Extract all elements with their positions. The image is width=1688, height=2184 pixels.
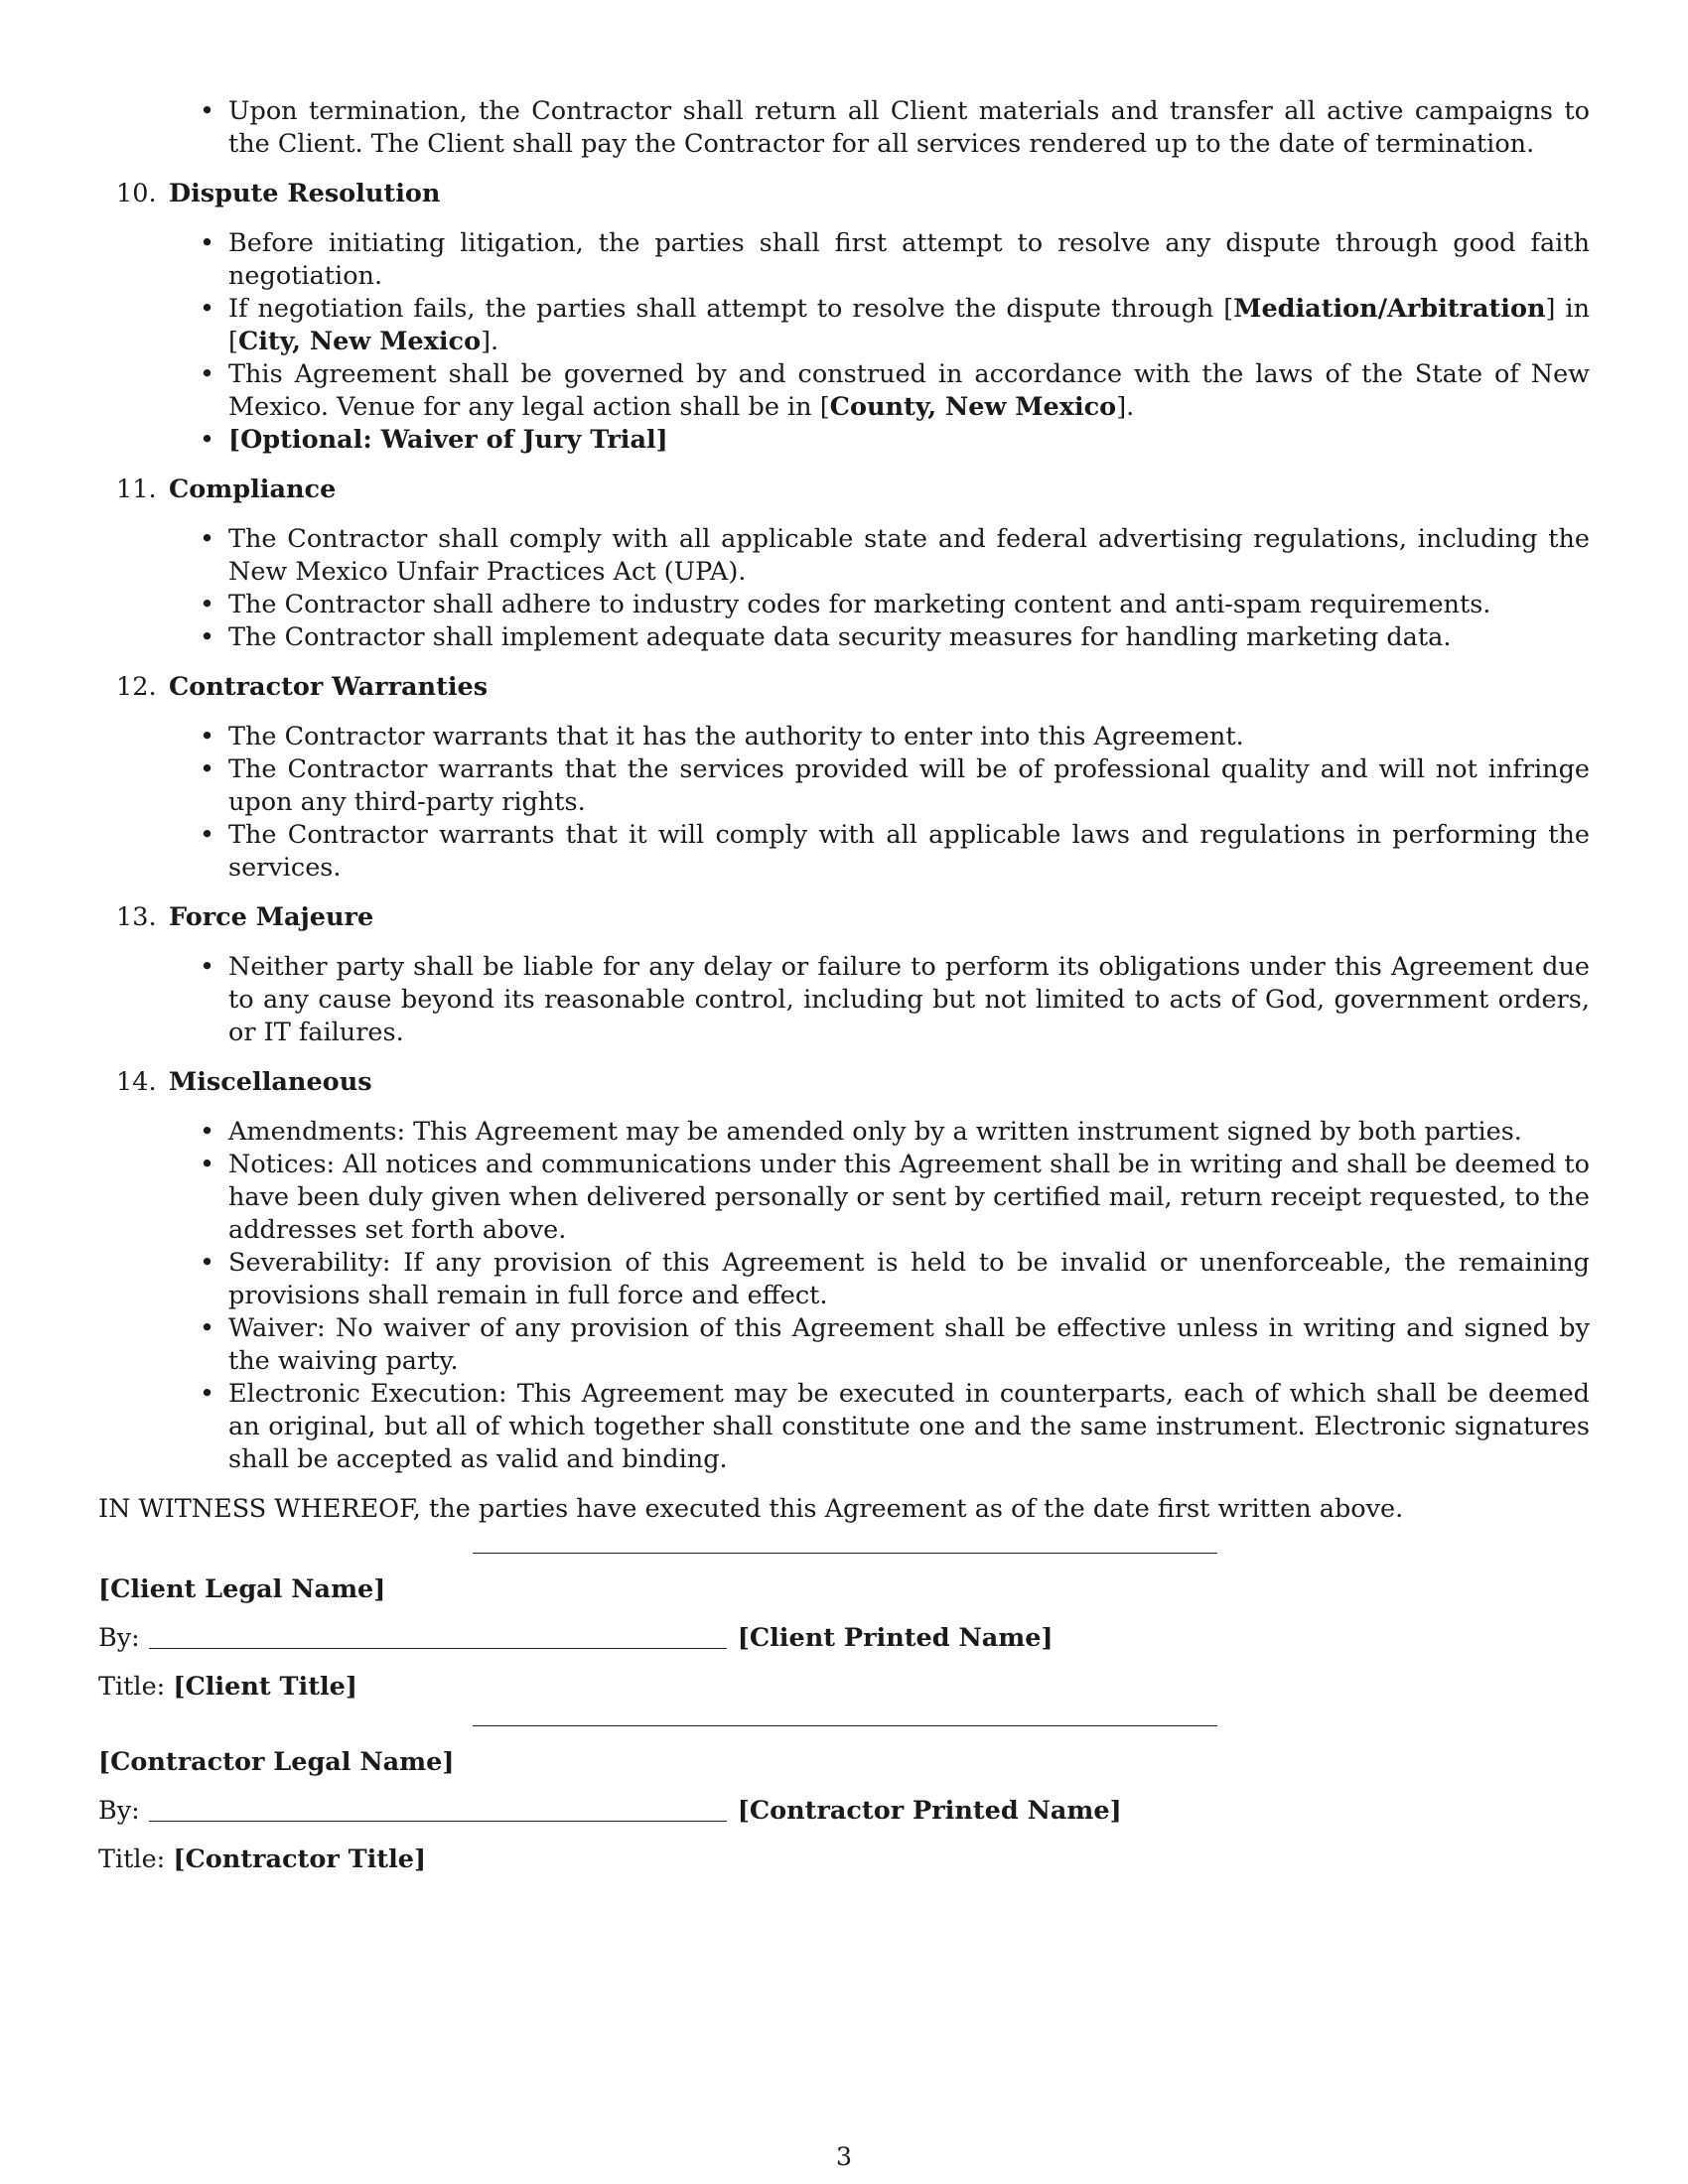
client-signature-blank bbox=[149, 1648, 727, 1649]
bracket: [ bbox=[173, 1844, 186, 1874]
list-item bbox=[228, 293, 1590, 358]
list-item: • Notices: All notices and communications under this Agreement shall be in writing and shall be deemed to have been duly given when delivered personally or sent by certified mail, return receipt requested, to the addresses set forth above. bbox=[228, 1149, 1590, 1247]
by-label: By: bbox=[98, 1623, 140, 1653]
bracket: ] bbox=[442, 1747, 455, 1777]
section-heading-dispute-resolution bbox=[98, 178, 1590, 210]
client-title: Client Title bbox=[185, 1672, 346, 1702]
bracket: [ bbox=[737, 1623, 750, 1653]
by-label: By: bbox=[98, 1796, 140, 1826]
list-item: • The Contractor shall adhere to industry codes for marketing content and anti-spam requirements. bbox=[228, 589, 1590, 621]
signature-line-contractor bbox=[473, 1725, 1217, 1726]
section-number: 14. bbox=[116, 1067, 157, 1097]
bracket: ] bbox=[1041, 1623, 1054, 1653]
section-number: 13. bbox=[116, 902, 157, 932]
text-segment: ]. bbox=[1116, 392, 1135, 422]
list-item: • Electronic Execution: This Agreement may be executed in counterparts, each of which shall be deemed an original, but all of which together shall constitute one and the same instrument. Electronic signatures shall be accepted as valid and binding. bbox=[228, 1378, 1590, 1476]
text-segment: This Agreement shall be governed by and construed in accordance with the laws of the State of New Mexico. Venue for any legal action shall be in [ bbox=[228, 359, 1590, 422]
client-title-row bbox=[98, 1671, 1590, 1704]
section-number: 10. bbox=[116, 179, 157, 208]
list-item: • Before initiating litigation, the parties shall first attempt to resolve any dispute through good faith negotiation. bbox=[228, 227, 1590, 293]
warranties-list bbox=[98, 721, 1590, 885]
bracket: ] bbox=[345, 1672, 357, 1702]
section-number: 12. bbox=[116, 672, 157, 702]
contractor-title: Contractor Title bbox=[185, 1844, 414, 1874]
signature-line-client bbox=[473, 1553, 1217, 1554]
list-item bbox=[228, 358, 1590, 424]
list-item: • Upon termination, the Contractor shall return all Client materials and transfer all active campaigns to the Client. The Client shall pay the Contractor for all services rendered up to the date of termination. bbox=[228, 95, 1590, 161]
bracket: [ bbox=[737, 1796, 750, 1826]
client-printed-name-text: Client Printed Name bbox=[749, 1623, 1042, 1653]
compliance-list bbox=[98, 523, 1590, 654]
bracket: [ bbox=[228, 425, 241, 455]
list-item: • The Contractor warrants that it will comply with all applicable laws and regulations in performing the services. bbox=[228, 819, 1590, 885]
bracket: ] bbox=[655, 425, 668, 455]
force-majeure-list bbox=[98, 951, 1590, 1049]
bracket: [ bbox=[173, 1672, 186, 1702]
miscellaneous-list bbox=[98, 1116, 1590, 1476]
list-item bbox=[228, 424, 1590, 457]
placeholder-county: County, New Mexico bbox=[829, 392, 1117, 422]
bracket: [ bbox=[98, 1747, 111, 1777]
title-label: Title: bbox=[98, 1672, 166, 1702]
placeholder-dispute-method: Mediation/Arbitration bbox=[1233, 294, 1546, 324]
witness-clause: IN WITNESS WHEREOF, the parties have executed this Agreement as of the date first written above. bbox=[98, 1494, 1404, 1524]
list-item: • The Contractor warrants that it has the authority to enter into this Agreement. bbox=[228, 721, 1590, 753]
text-segment: ]. bbox=[481, 327, 499, 356]
text-segment: ] in [ bbox=[228, 294, 1590, 356]
list-item: • The Contractor shall implement adequate data security measures for handling marketing data. bbox=[228, 621, 1590, 654]
page-number: 3 bbox=[835, 2142, 853, 2172]
list-item: • The Contractor shall comply with all applicable state and federal advertising regulations, including the New Mexico Unfair Practices Act (UPA). bbox=[228, 523, 1590, 589]
section-title: Miscellaneous bbox=[169, 1067, 372, 1097]
placeholder-city: City, New Mexico bbox=[237, 327, 482, 356]
section-heading-contractor-warranties bbox=[98, 671, 1590, 704]
section-title: Dispute Resolution bbox=[169, 179, 441, 208]
dispute-resolution-list bbox=[98, 227, 1590, 457]
termination-continuation-list bbox=[98, 95, 1590, 161]
title-label: Title: bbox=[98, 1844, 166, 1874]
section-heading-compliance bbox=[98, 474, 1590, 506]
list-item: • Waiver: No waiver of any provision of this Agreement shall be effective unless in writing and signed by the waiving party. bbox=[228, 1312, 1590, 1378]
bracket: ] bbox=[414, 1844, 427, 1874]
list-item: • Severability: If any provision of this Agreement is held to be invalid or unenforceable, the remaining provisions shall remain in full force and effect. bbox=[228, 1247, 1590, 1312]
section-title: Force Majeure bbox=[169, 902, 374, 932]
contractor-title-row bbox=[98, 1843, 1590, 1876]
section-heading-force-majeure bbox=[98, 901, 1590, 934]
text-segment: If negotiation fails, the parties shall attempt to resolve the dispute through [ bbox=[228, 294, 1234, 324]
list-item: • The Contractor warrants that the services provided will be of professional quality and will not infringe upon any third-party rights. bbox=[228, 753, 1590, 819]
client-legal-name: Client Legal Name bbox=[110, 1574, 374, 1604]
bracket: [ bbox=[98, 1574, 111, 1604]
contractor-signature-blank bbox=[149, 1821, 727, 1822]
contractor-printed-name bbox=[738, 1795, 1122, 1828]
client-legal-name-row bbox=[98, 1573, 1590, 1606]
bracket: ] bbox=[1109, 1796, 1122, 1826]
section-heading-miscellaneous bbox=[98, 1066, 1590, 1099]
client-printed-name bbox=[738, 1622, 1054, 1655]
section-title: Compliance bbox=[169, 475, 337, 504]
section-number: 11. bbox=[116, 475, 157, 504]
contractor-printed-name-text: Contractor Printed Name bbox=[749, 1796, 1110, 1826]
contractor-legal-name-row bbox=[98, 1746, 1590, 1779]
contractor-legal-name: Contractor Legal Name bbox=[110, 1747, 443, 1777]
client-by-row bbox=[98, 1622, 1590, 1655]
contractor-by-row bbox=[98, 1795, 1590, 1828]
section-title: Contractor Warranties bbox=[169, 672, 489, 702]
list-item: • Amendments: This Agreement may be amended only by a written instrument signed by both parties. bbox=[228, 1116, 1590, 1149]
page-content bbox=[98, 95, 1590, 1876]
list-item: • Neither party shall be liable for any delay or failure to perform its obligations under this Agreement due to any cause beyond its reasonable control, including but not limited to acts of God, government orders, or IT failures. bbox=[228, 951, 1590, 1049]
bracket: ] bbox=[373, 1574, 386, 1604]
placeholder-jury-waiver: Optional: Waiver of Jury Trial bbox=[240, 425, 656, 455]
